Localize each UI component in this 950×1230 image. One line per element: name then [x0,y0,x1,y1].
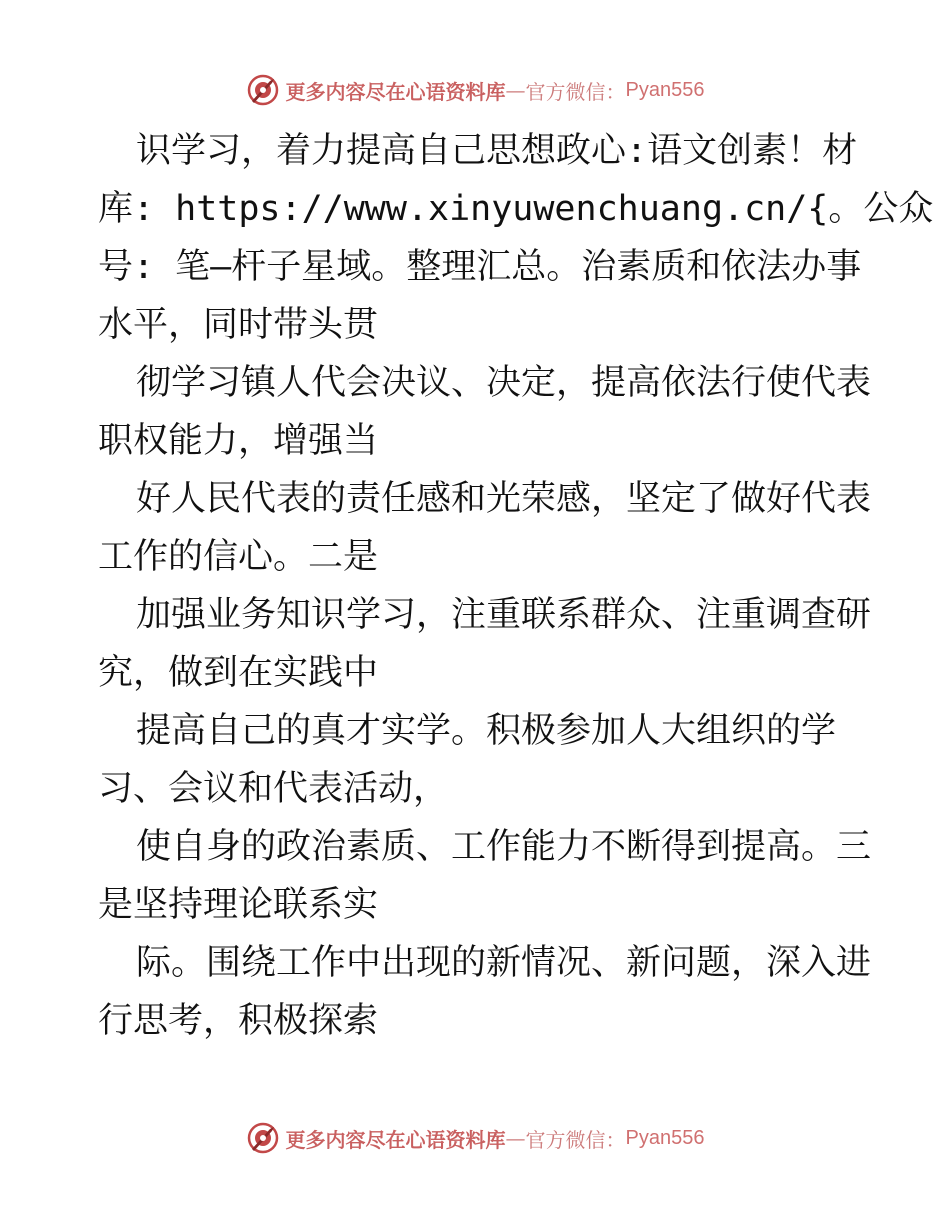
banner-wechat-id: Pyan556 [625,78,705,101]
banner-wechat-id: Pyan556 [625,1126,705,1149]
banner-separator: — [505,1126,526,1150]
page-footer-banner [0,1118,950,1158]
paragraph-line: 识学习，着力提高自己思想政心:语文创素！材 [136,131,858,171]
pen-seal-icon [246,73,280,107]
paragraph-line: 水平，同时带头贯 [98,305,379,345]
paragraph-line: 工作的信心。二是 [98,537,379,577]
banner-wechat-label: 官方微信： [525,1127,626,1152]
paragraph-line: 究，做到在实践中 [98,653,379,693]
pen-seal-icon [246,1121,280,1155]
paragraph-line: 使自身的政治素质、工作能力不断得到提高。三 [136,827,872,867]
page-header-banner [0,70,950,110]
banner-lead-text: 更多内容尽在心语资料库 [285,79,506,104]
paragraph-line: 加强业务知识学习，注重联系群众、注重调查研 [136,595,872,635]
paragraph-line: 好人民代表的责任感和光荣感，坚定了做好代表 [136,479,872,519]
paragraph-line: 提高自己的真才实学。积极参加人大组织的学 [136,711,837,751]
paragraph-line: 职权能力，增强当 [98,421,379,461]
paragraph-line: 号: 笔—杆子星域。整理汇总。治素质和依法办事 [98,247,862,287]
paragraph-line: 彻学习镇人代会决议、决定，提高依法行使代表 [136,363,872,403]
paragraph-line: 习、会议和代表活动， [98,769,449,809]
paragraph-line: 行思考，积极探索 [98,1001,379,1041]
paragraph-line: 是坚持理论联系实 [98,885,379,925]
footer-banner [246,1121,705,1155]
paragraph-line: 库: https://www.xinyuwenchuang.cn/{。公众 [98,189,934,229]
header-banner [246,73,705,107]
document-body [98,122,934,1050]
banner-separator: — [505,78,526,102]
paragraph-line: 际。围绕工作中出现的新情况、新问题，深入进 [136,943,872,983]
banner-lead-text: 更多内容尽在心语资料库 [285,1127,506,1152]
banner-wechat-label: 官方微信： [525,79,626,104]
